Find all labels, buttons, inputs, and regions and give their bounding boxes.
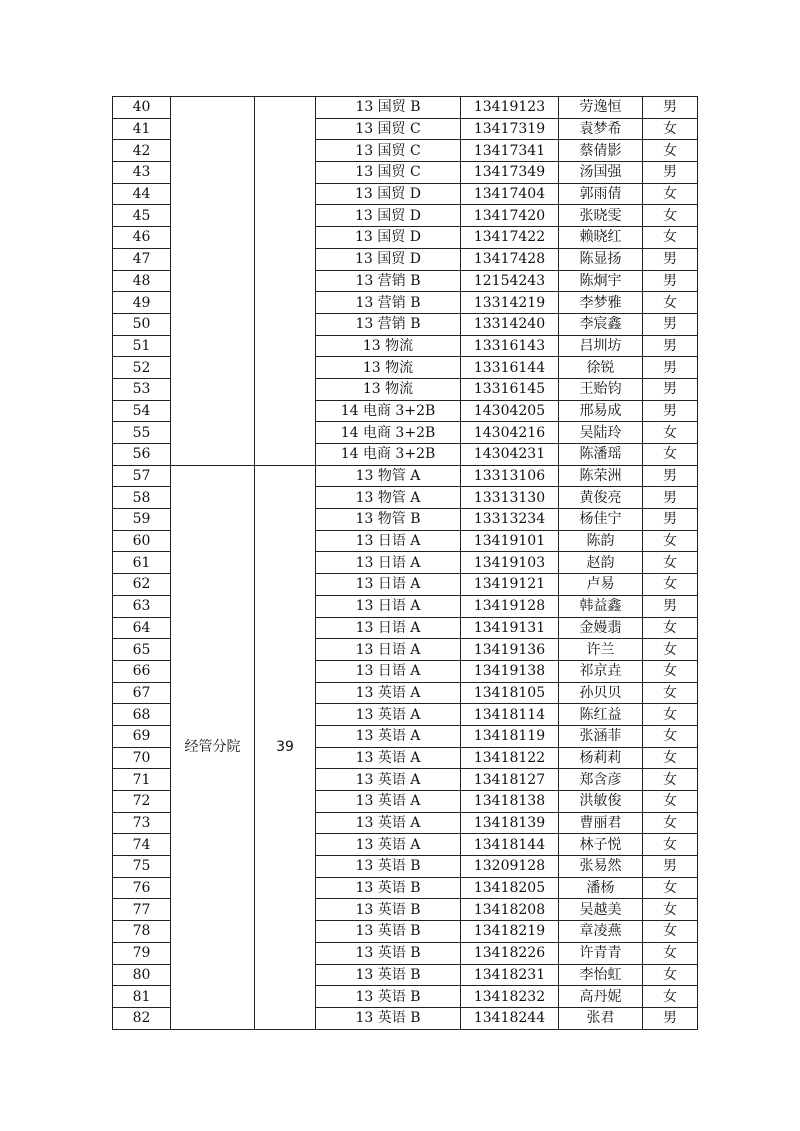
serial-number-cell: 67 bbox=[113, 682, 171, 704]
student-id-cell: 13419121 bbox=[461, 574, 559, 596]
gender-cell: 男 bbox=[643, 465, 698, 487]
gender-cell: 女 bbox=[643, 292, 698, 314]
gender-cell: 女 bbox=[643, 986, 698, 1008]
class-cell: 13 英语 A bbox=[316, 812, 461, 834]
gender-cell: 男 bbox=[643, 248, 698, 270]
student-name-cell: 杨佳宁 bbox=[559, 509, 643, 531]
serial-number-cell: 77 bbox=[113, 899, 171, 921]
class-cell: 13 物管 A bbox=[316, 487, 461, 509]
gender-cell: 女 bbox=[643, 639, 698, 661]
student-name-cell: 王贻钧 bbox=[559, 378, 643, 400]
gender-cell: 女 bbox=[643, 899, 698, 921]
student-name-cell: 陈炯宇 bbox=[559, 270, 643, 292]
serial-number-cell: 54 bbox=[113, 400, 171, 422]
student-id-cell: 13418127 bbox=[461, 769, 559, 791]
serial-number-cell: 51 bbox=[113, 335, 171, 357]
roster-body bbox=[113, 97, 698, 1030]
gender-cell: 女 bbox=[643, 877, 698, 899]
student-name-cell: 金嫚翡 bbox=[559, 617, 643, 639]
gender-cell: 女 bbox=[643, 660, 698, 682]
student-id-cell: 13418232 bbox=[461, 986, 559, 1008]
gender-cell: 男 bbox=[643, 357, 698, 379]
student-id-cell: 14304216 bbox=[461, 422, 559, 444]
gender-cell: 男 bbox=[643, 487, 698, 509]
gender-cell: 男 bbox=[643, 335, 698, 357]
student-id-cell: 13419128 bbox=[461, 595, 559, 617]
class-cell: 13 物流 bbox=[316, 378, 461, 400]
class-cell: 13 营销 B bbox=[316, 292, 461, 314]
gender-cell: 男 bbox=[643, 856, 698, 878]
serial-number-cell: 55 bbox=[113, 422, 171, 444]
student-id-cell: 12154243 bbox=[461, 270, 559, 292]
class-cell: 13 英语 A bbox=[316, 704, 461, 726]
student-id-cell: 13418138 bbox=[461, 791, 559, 813]
student-name-cell: 赵韵 bbox=[559, 552, 643, 574]
gender-cell: 男 bbox=[643, 313, 698, 335]
class-cell: 13 物管 A bbox=[316, 465, 461, 487]
gender-cell: 女 bbox=[643, 183, 698, 205]
serial-number-cell: 73 bbox=[113, 812, 171, 834]
gender-cell: 女 bbox=[643, 227, 698, 249]
student-name-cell: 杨莉莉 bbox=[559, 747, 643, 769]
serial-number-cell: 72 bbox=[113, 791, 171, 813]
class-cell: 13 日语 A bbox=[316, 639, 461, 661]
class-cell: 14 电商 3+2B bbox=[316, 444, 461, 466]
student-name-cell: 陈红益 bbox=[559, 704, 643, 726]
student-name-cell: 潘杨 bbox=[559, 877, 643, 899]
table-row bbox=[113, 97, 698, 119]
class-cell: 13 日语 A bbox=[316, 574, 461, 596]
student-name-cell: 张晓雯 bbox=[559, 205, 643, 227]
serial-number-cell: 61 bbox=[113, 552, 171, 574]
student-id-cell: 13419103 bbox=[461, 552, 559, 574]
class-cell: 13 英语 B bbox=[316, 899, 461, 921]
student-name-cell: 郭雨倩 bbox=[559, 183, 643, 205]
serial-number-cell: 59 bbox=[113, 509, 171, 531]
gender-cell: 女 bbox=[643, 530, 698, 552]
class-cell: 13 国贸 D bbox=[316, 248, 461, 270]
gender-cell: 女 bbox=[643, 444, 698, 466]
serial-number-cell: 75 bbox=[113, 856, 171, 878]
student-id-cell: 13316144 bbox=[461, 357, 559, 379]
student-name-cell: 高丹妮 bbox=[559, 986, 643, 1008]
class-cell: 13 英语 B bbox=[316, 856, 461, 878]
student-name-cell: 邢易成 bbox=[559, 400, 643, 422]
student-id-cell: 13316143 bbox=[461, 335, 559, 357]
student-id-cell: 13418144 bbox=[461, 834, 559, 856]
student-id-cell: 13316145 bbox=[461, 378, 559, 400]
student-name-cell: 曹丽君 bbox=[559, 812, 643, 834]
class-cell: 13 物流 bbox=[316, 335, 461, 357]
class-cell: 13 日语 A bbox=[316, 552, 461, 574]
student-name-cell: 劳逸恒 bbox=[559, 97, 643, 119]
student-name-cell: 许兰 bbox=[559, 639, 643, 661]
student-id-cell: 13209128 bbox=[461, 856, 559, 878]
count-cell: 39 bbox=[255, 465, 316, 1029]
serial-number-cell: 62 bbox=[113, 574, 171, 596]
serial-number-cell: 68 bbox=[113, 704, 171, 726]
class-cell: 14 电商 3+2B bbox=[316, 422, 461, 444]
student-id-cell: 13417349 bbox=[461, 162, 559, 184]
student-id-cell: 13417428 bbox=[461, 248, 559, 270]
student-name-cell: 汤国强 bbox=[559, 162, 643, 184]
student-id-cell: 13418105 bbox=[461, 682, 559, 704]
class-cell: 13 英语 B bbox=[316, 1007, 461, 1029]
student-name-cell: 张君 bbox=[559, 1007, 643, 1029]
serial-number-cell: 49 bbox=[113, 292, 171, 314]
student-id-cell: 13417404 bbox=[461, 183, 559, 205]
serial-number-cell: 46 bbox=[113, 227, 171, 249]
class-cell: 13 国贸 D bbox=[316, 205, 461, 227]
student-id-cell: 13419123 bbox=[461, 97, 559, 119]
gender-cell: 女 bbox=[643, 769, 698, 791]
student-id-cell: 13417341 bbox=[461, 140, 559, 162]
student-name-cell: 李梦雅 bbox=[559, 292, 643, 314]
class-cell: 13 英语 B bbox=[316, 921, 461, 943]
class-cell: 13 英语 A bbox=[316, 747, 461, 769]
serial-number-cell: 82 bbox=[113, 1007, 171, 1029]
serial-number-cell: 50 bbox=[113, 313, 171, 335]
class-cell: 13 国贸 C bbox=[316, 140, 461, 162]
student-id-cell: 13419136 bbox=[461, 639, 559, 661]
student-id-cell: 13314240 bbox=[461, 313, 559, 335]
serial-number-cell: 81 bbox=[113, 986, 171, 1008]
class-cell: 13 营销 B bbox=[316, 270, 461, 292]
gender-cell: 女 bbox=[643, 422, 698, 444]
student-name-cell: 祁京垚 bbox=[559, 660, 643, 682]
serial-number-cell: 74 bbox=[113, 834, 171, 856]
student-name-cell: 陈潘瑶 bbox=[559, 444, 643, 466]
gender-cell: 男 bbox=[643, 270, 698, 292]
student-name-cell: 陈韵 bbox=[559, 530, 643, 552]
gender-cell: 男 bbox=[643, 378, 698, 400]
serial-number-cell: 42 bbox=[113, 140, 171, 162]
serial-number-cell: 40 bbox=[113, 97, 171, 119]
class-cell: 13 英语 B bbox=[316, 964, 461, 986]
gender-cell: 女 bbox=[643, 140, 698, 162]
student-name-cell: 张涵菲 bbox=[559, 725, 643, 747]
student-name-cell: 徐锐 bbox=[559, 357, 643, 379]
class-cell: 13 英语 B bbox=[316, 986, 461, 1008]
student-name-cell: 林子悦 bbox=[559, 834, 643, 856]
student-id-cell: 13313106 bbox=[461, 465, 559, 487]
serial-number-cell: 71 bbox=[113, 769, 171, 791]
class-cell: 13 英语 A bbox=[316, 791, 461, 813]
class-cell: 13 英语 B bbox=[316, 942, 461, 964]
gender-cell: 女 bbox=[643, 682, 698, 704]
class-cell: 13 国贸 B bbox=[316, 97, 461, 119]
student-name-cell: 蔡倩影 bbox=[559, 140, 643, 162]
class-cell: 13 物管 B bbox=[316, 509, 461, 531]
gender-cell: 男 bbox=[643, 509, 698, 531]
gender-cell: 女 bbox=[643, 205, 698, 227]
student-name-cell: 章凌燕 bbox=[559, 921, 643, 943]
class-cell: 14 电商 3+2B bbox=[316, 400, 461, 422]
gender-cell: 女 bbox=[643, 812, 698, 834]
class-cell: 13 日语 A bbox=[316, 617, 461, 639]
student-id-cell: 13417420 bbox=[461, 205, 559, 227]
serial-number-cell: 48 bbox=[113, 270, 171, 292]
student-id-cell: 14304205 bbox=[461, 400, 559, 422]
student-id-cell: 13419131 bbox=[461, 617, 559, 639]
student-id-cell: 13418219 bbox=[461, 921, 559, 943]
student-name-cell: 陈荣洲 bbox=[559, 465, 643, 487]
student-id-cell: 13418122 bbox=[461, 747, 559, 769]
student-id-cell: 13417422 bbox=[461, 227, 559, 249]
student-name-cell: 吴陆玲 bbox=[559, 422, 643, 444]
student-id-cell: 13418231 bbox=[461, 964, 559, 986]
class-cell: 13 营销 B bbox=[316, 313, 461, 335]
student-id-cell: 13418139 bbox=[461, 812, 559, 834]
class-cell: 13 日语 A bbox=[316, 595, 461, 617]
serial-number-cell: 45 bbox=[113, 205, 171, 227]
student-id-cell: 13418226 bbox=[461, 942, 559, 964]
student-name-cell: 韩益鑫 bbox=[559, 595, 643, 617]
student-name-cell: 卢易 bbox=[559, 574, 643, 596]
serial-number-cell: 44 bbox=[113, 183, 171, 205]
gender-cell: 男 bbox=[643, 595, 698, 617]
gender-cell: 女 bbox=[643, 942, 698, 964]
class-cell: 13 英语 A bbox=[316, 682, 461, 704]
serial-number-cell: 58 bbox=[113, 487, 171, 509]
student-name-cell: 赖晓红 bbox=[559, 227, 643, 249]
serial-number-cell: 57 bbox=[113, 465, 171, 487]
gender-cell: 女 bbox=[643, 791, 698, 813]
class-cell: 13 英语 B bbox=[316, 877, 461, 899]
student-id-cell: 13418208 bbox=[461, 899, 559, 921]
student-id-cell: 13419138 bbox=[461, 660, 559, 682]
serial-number-cell: 76 bbox=[113, 877, 171, 899]
student-name-cell: 吕圳坊 bbox=[559, 335, 643, 357]
gender-cell: 女 bbox=[643, 118, 698, 140]
serial-number-cell: 56 bbox=[113, 444, 171, 466]
student-name-cell: 孙贝贝 bbox=[559, 682, 643, 704]
gender-cell: 男 bbox=[643, 1007, 698, 1029]
college-cell: 经管分院 bbox=[171, 465, 255, 1029]
gender-cell: 男 bbox=[643, 97, 698, 119]
class-cell: 13 日语 A bbox=[316, 660, 461, 682]
serial-number-cell: 52 bbox=[113, 357, 171, 379]
class-cell: 13 国贸 C bbox=[316, 118, 461, 140]
student-id-cell: 13418119 bbox=[461, 725, 559, 747]
class-cell: 13 日语 A bbox=[316, 530, 461, 552]
serial-number-cell: 80 bbox=[113, 964, 171, 986]
class-cell: 13 物流 bbox=[316, 357, 461, 379]
gender-cell: 男 bbox=[643, 400, 698, 422]
student-id-cell: 14304231 bbox=[461, 444, 559, 466]
student-name-cell: 吴越美 bbox=[559, 899, 643, 921]
student-id-cell: 13418114 bbox=[461, 704, 559, 726]
count-cell bbox=[255, 97, 316, 466]
class-cell: 13 国贸 D bbox=[316, 227, 461, 249]
roster-table bbox=[112, 96, 698, 1030]
class-cell: 13 国贸 D bbox=[316, 183, 461, 205]
student-name-cell: 李宸鑫 bbox=[559, 313, 643, 335]
student-name-cell: 洪敏俊 bbox=[559, 791, 643, 813]
serial-number-cell: 70 bbox=[113, 747, 171, 769]
student-id-cell: 13314219 bbox=[461, 292, 559, 314]
student-id-cell: 13417319 bbox=[461, 118, 559, 140]
gender-cell: 女 bbox=[643, 552, 698, 574]
college-cell bbox=[171, 97, 255, 466]
gender-cell: 女 bbox=[643, 725, 698, 747]
gender-cell: 女 bbox=[643, 834, 698, 856]
student-name-cell: 李怡虹 bbox=[559, 964, 643, 986]
student-name-cell: 袁梦希 bbox=[559, 118, 643, 140]
serial-number-cell: 63 bbox=[113, 595, 171, 617]
gender-cell: 女 bbox=[643, 921, 698, 943]
serial-number-cell: 79 bbox=[113, 942, 171, 964]
student-name-cell: 陈显扬 bbox=[559, 248, 643, 270]
serial-number-cell: 53 bbox=[113, 378, 171, 400]
class-cell: 13 英语 A bbox=[316, 834, 461, 856]
serial-number-cell: 47 bbox=[113, 248, 171, 270]
student-name-cell: 郑含彦 bbox=[559, 769, 643, 791]
gender-cell: 女 bbox=[643, 704, 698, 726]
gender-cell: 女 bbox=[643, 964, 698, 986]
gender-cell: 女 bbox=[643, 747, 698, 769]
student-id-cell: 13313234 bbox=[461, 509, 559, 531]
student-id-cell: 13418244 bbox=[461, 1007, 559, 1029]
gender-cell: 女 bbox=[643, 574, 698, 596]
serial-number-cell: 60 bbox=[113, 530, 171, 552]
student-name-cell: 许青青 bbox=[559, 942, 643, 964]
student-id-cell: 13419101 bbox=[461, 530, 559, 552]
serial-number-cell: 43 bbox=[113, 162, 171, 184]
gender-cell: 男 bbox=[643, 162, 698, 184]
serial-number-cell: 78 bbox=[113, 921, 171, 943]
class-cell: 13 英语 A bbox=[316, 725, 461, 747]
student-name-cell: 黄俊亮 bbox=[559, 487, 643, 509]
class-cell: 13 国贸 C bbox=[316, 162, 461, 184]
serial-number-cell: 64 bbox=[113, 617, 171, 639]
serial-number-cell: 65 bbox=[113, 639, 171, 661]
serial-number-cell: 66 bbox=[113, 660, 171, 682]
serial-number-cell: 69 bbox=[113, 725, 171, 747]
table-row bbox=[113, 465, 698, 487]
student-name-cell: 张易然 bbox=[559, 856, 643, 878]
student-id-cell: 13313130 bbox=[461, 487, 559, 509]
serial-number-cell: 41 bbox=[113, 118, 171, 140]
student-id-cell: 13418205 bbox=[461, 877, 559, 899]
class-cell: 13 英语 A bbox=[316, 769, 461, 791]
gender-cell: 女 bbox=[643, 617, 698, 639]
